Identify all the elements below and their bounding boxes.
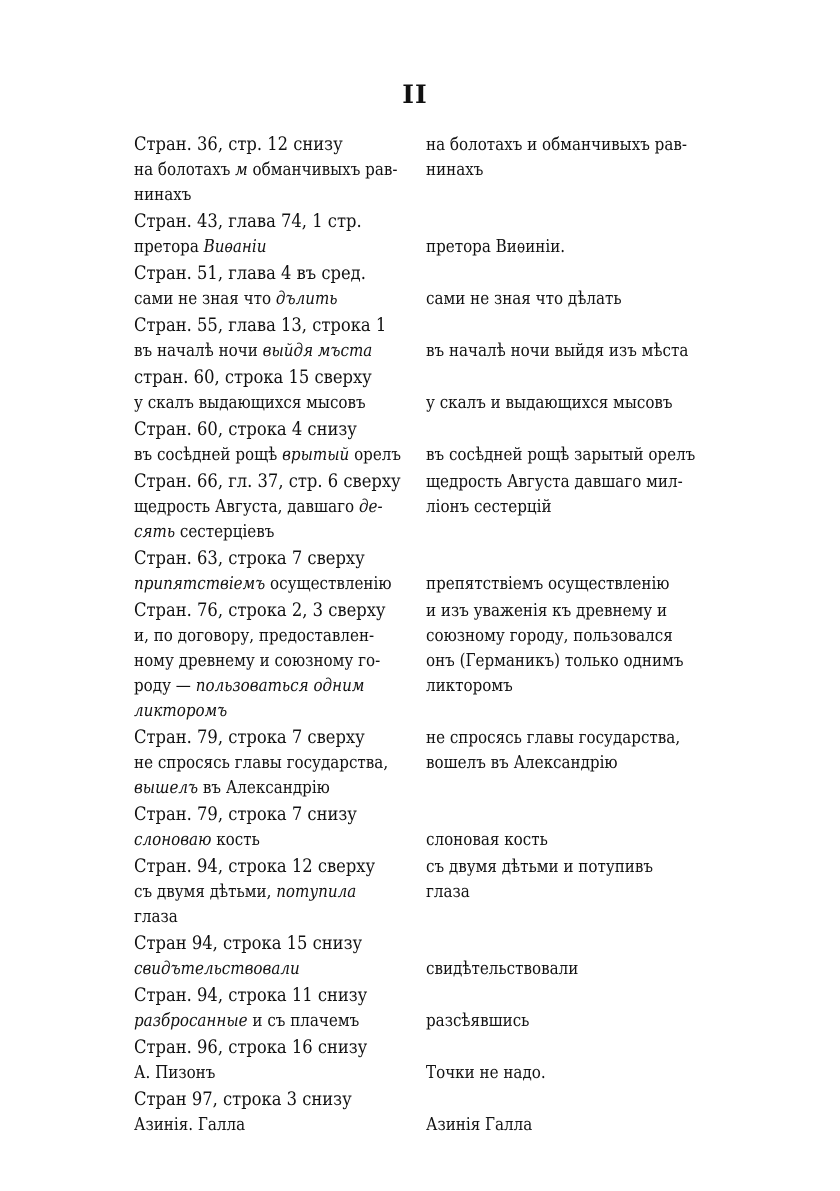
text: въ началѣ ночи <box>134 340 263 361</box>
errata-reference: Стран. 51, глава 4 въ сред. <box>134 262 366 284</box>
correction-line <box>426 648 683 673</box>
correction-line <box>426 494 552 519</box>
italic-text: слоноваю <box>134 829 212 850</box>
text: у скалъ и выдающихся мысовъ <box>426 392 673 413</box>
correction-line <box>426 879 470 904</box>
correction-line <box>426 338 688 363</box>
misprint-line <box>134 1112 245 1137</box>
text: сами не зная что <box>134 288 276 309</box>
correction-line <box>426 1060 546 1085</box>
correction-line <box>426 1112 532 1137</box>
misprint-line <box>134 519 274 544</box>
misprint-line <box>134 494 383 519</box>
text: въ началѣ ночи выйдя изъ мѣста <box>426 340 689 361</box>
text: сестерціевъ <box>175 521 275 542</box>
errata-reference: Стран. 63, строка 7 сверху <box>134 547 365 569</box>
text: нинахъ <box>426 159 484 180</box>
italic-text: сять <box>134 521 176 542</box>
page-number: II <box>402 80 428 109</box>
italic-text: врытый <box>282 444 350 465</box>
text: щедрость Августа, давшаго <box>134 496 359 517</box>
misprint-line <box>134 571 392 596</box>
text: въ сосѣдней рощѣ зарытый орелъ <box>426 444 696 465</box>
text: сами не зная что дѣлать <box>426 288 622 309</box>
misprint-line <box>134 698 227 723</box>
text: орелъ <box>349 444 402 465</box>
text: Азинія. Галла <box>134 1114 246 1135</box>
correction-line <box>426 442 695 467</box>
correction-line <box>426 827 548 852</box>
errata-reference: стран. 60, строка 15 сверху <box>134 366 372 388</box>
italic-text: м <box>235 159 248 180</box>
italic-text: потупила <box>276 881 357 902</box>
text: не спросясь главы государства, <box>426 727 681 748</box>
text: у скалъ выдающихся мысовъ <box>134 392 366 413</box>
misprint-line <box>134 775 330 800</box>
text: Азинія Галла <box>426 1114 533 1135</box>
italic-text: припятствіемъ <box>134 573 266 594</box>
italic-text: выйдя мъста <box>262 340 373 361</box>
text: осуществленію <box>265 573 392 594</box>
text: препятствіемъ осуществленію <box>426 573 670 594</box>
text: претора <box>134 236 204 257</box>
text: обманчивыхъ рав- <box>247 159 398 180</box>
text: онъ (Германикъ) только однимъ <box>426 650 684 671</box>
text: ликторомъ <box>426 675 513 696</box>
correction-line <box>426 469 683 494</box>
errata-reference: Стран. 79, строка 7 снизу <box>134 803 357 825</box>
correction-line <box>426 286 622 311</box>
errata-reference: Стран. 60, строка 4 снизу <box>134 418 357 440</box>
errata-reference: Стран. 94, строка 12 сверху <box>134 855 376 877</box>
text: съ двумя дѣтьми и потупивъ <box>426 856 654 877</box>
correction-line <box>426 571 669 596</box>
italic-text: пользоваться одним <box>195 675 365 696</box>
misprint-line <box>134 879 356 904</box>
errata-reference: Стран 97, строка 3 снизу <box>134 1088 352 1110</box>
misprint-line <box>134 904 178 929</box>
text: глаза <box>426 881 470 902</box>
misprint-line <box>134 1008 359 1033</box>
misprint-line <box>134 338 372 363</box>
correction-line <box>426 854 653 879</box>
errata-reference: Стран. 76, строка 2, 3 сверху <box>134 599 386 621</box>
text: Точки не надо. <box>426 1062 546 1083</box>
correction-line <box>426 132 687 157</box>
misprint-line <box>134 286 338 311</box>
italic-text: вышелъ <box>134 777 199 798</box>
text: и съ плачемъ <box>247 1010 360 1031</box>
misprint-line <box>134 182 191 207</box>
misprint-line <box>134 442 401 467</box>
correction-line <box>426 956 578 981</box>
text: претора Виѳиніи. <box>426 236 566 257</box>
text: свидѣтельствовали <box>426 958 579 979</box>
text: разсѣявшись <box>426 1010 530 1031</box>
text: А. Пизонъ <box>134 1062 216 1083</box>
misprint-line <box>134 234 266 259</box>
text: на болотахъ и обманчивыхъ рав- <box>426 134 687 155</box>
text: слоновая кость <box>426 829 548 850</box>
text: въ Александрію <box>198 777 330 798</box>
italic-text: разбросанные <box>134 1010 248 1031</box>
text: нинахъ <box>134 184 192 205</box>
misprint-line <box>134 750 388 775</box>
errata-reference: Стран. 55, глава 13, строка 1 <box>134 314 387 336</box>
correction-line <box>426 725 680 750</box>
errata-reference: Стран. 79, строка 7 сверху <box>134 726 365 748</box>
correction-line <box>426 673 513 698</box>
misprint-line <box>134 956 300 981</box>
text: кость <box>211 829 260 850</box>
errata-reference: Стран. 66, гл. 37, стр. 6 сверху <box>134 470 401 492</box>
italic-text: Виѳаніи <box>203 236 267 257</box>
misprint-line <box>134 827 260 852</box>
correction-line <box>426 750 618 775</box>
correction-line <box>426 390 673 415</box>
errata-reference: Стран 94, строка 15 снизу <box>134 932 363 954</box>
text: и, по договору, предоставлен- <box>134 625 375 646</box>
correction-line <box>426 234 565 259</box>
italic-text: де- <box>358 496 383 517</box>
text: глаза <box>134 906 178 927</box>
text: ліонъ сестерцій <box>426 496 552 517</box>
italic-text: свидътельствовали <box>134 958 300 979</box>
italic-text: ликторомъ <box>134 700 228 721</box>
text: союзному городу, пользовался <box>426 625 673 646</box>
text: вошелъ въ Александрію <box>426 752 618 773</box>
correction-line <box>426 623 673 648</box>
misprint-line <box>134 623 374 648</box>
misprint-line <box>134 390 366 415</box>
errata-reference: Стран. 43, глава 74, 1 стр. <box>134 210 362 232</box>
misprint-line <box>134 157 397 182</box>
text: ному древнему и союзному го- <box>134 650 381 671</box>
errata-reference: Стран. 36, стр. 12 снизу <box>134 133 343 155</box>
correction-line <box>426 157 483 182</box>
misprint-line <box>134 673 364 698</box>
text: на болотахъ <box>134 159 236 180</box>
correction-line <box>426 1008 529 1033</box>
misprint-line <box>134 648 380 673</box>
errata-reference: Стран. 94, строка 11 снизу <box>134 984 368 1006</box>
text: въ сосѣдней рощѣ <box>134 444 283 465</box>
errata-reference: Стран. 96, строка 16 снизу <box>134 1036 368 1058</box>
italic-text: дълить <box>275 288 338 309</box>
text: и изъ уваженія къ древнему и <box>426 600 668 621</box>
text: не спросясь главы государства, <box>134 752 389 773</box>
misprint-line <box>134 1060 215 1085</box>
text: съ двумя дѣтьми, <box>134 881 277 902</box>
correction-line <box>426 598 667 623</box>
text: роду — <box>134 675 196 696</box>
text: щедрость Августа давшаго мил- <box>426 471 683 492</box>
